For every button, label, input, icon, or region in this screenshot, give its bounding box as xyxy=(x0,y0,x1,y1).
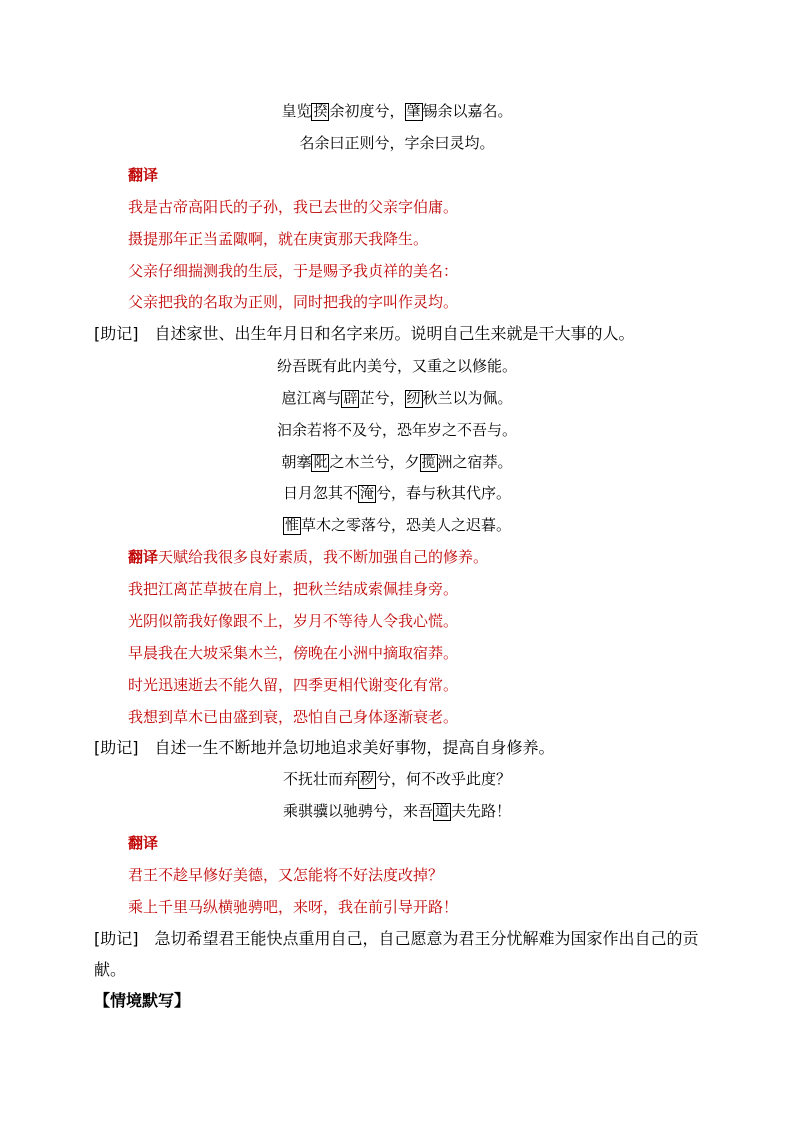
boxed-char: 揆 xyxy=(313,104,328,120)
mnemonic-note-continued: 献。 xyxy=(94,960,127,979)
mnemonic-note: [助记] 自述一生不断地并急切地追求美好事物，提高自身修养。 xyxy=(94,738,555,757)
boxed-char: 淹 xyxy=(360,486,374,502)
mnemonic-tag: [助记] xyxy=(94,324,139,343)
boxed-char: 秽 xyxy=(360,772,374,788)
translation-label: 翻译 xyxy=(128,166,159,184)
mnemonic-tag: [助记] xyxy=(94,738,139,757)
boxed-char: 道 xyxy=(435,804,449,820)
poem-line: 朝搴 阰 之木兰兮，夕 揽 洲之宿莽。 xyxy=(281,453,513,471)
translation-line: 我是古帝高阳氏的子孙，我已去世的父亲字伯庸。 xyxy=(128,198,459,216)
translation-line: 乘上千里马纵横驰骋吧，来呀，我在前引导开路！ xyxy=(128,898,459,916)
mnemonic-note: [助记] 急切希望君王能快点重用自己，自己愿意为君王分忧解难为国家作出自己的贡 xyxy=(94,929,699,948)
translation-line: 父亲把我的名取为正则，同时把我的字叫作灵均。 xyxy=(128,293,459,311)
boxed-char: 纫 xyxy=(406,391,421,407)
section-heading: 【情境默写】 xyxy=(94,991,191,1010)
boxed-char: 阰 xyxy=(313,455,328,471)
poem-line: 扈江离与 辟 芷兮， 纫 秋兰以为佩。 xyxy=(281,389,513,407)
poem-line: 乘骐骥以驰骋兮，来吾 道 夫先路！ xyxy=(282,802,512,820)
translation-line: 我把江离芷草披在肩上，把秋兰结成索佩挂身旁。 xyxy=(128,580,459,598)
mnemonic-tag: [助记] xyxy=(94,929,139,948)
poem-line: 名余曰正则兮，字余曰灵均。 xyxy=(299,134,495,152)
translation-line: 光阴似箭我好像跟不上，岁月不等待人令我心慌。 xyxy=(128,612,459,630)
translation-label: 翻译 xyxy=(128,834,159,852)
mnemonic-note: [助记] 自述家世、出生年月日和名字来历。说明自己生来就是干大事的人。 xyxy=(94,324,635,343)
poem-line: 汩余若将不及兮，恐年岁之不吾与。 xyxy=(276,421,517,439)
boxed-char: 惟 xyxy=(284,518,299,534)
translation-line: 我想到草木已由盛到衰，恐怕自己身体逐渐衰老。 xyxy=(128,708,459,726)
translation-line: 翻译天赋给我很多良好素质，我不断加强自己的修养。 xyxy=(128,548,489,566)
poem-line: 纷吾既有此内美兮，又重之以修能。 xyxy=(276,357,517,375)
boxed-char: 肇 xyxy=(406,104,421,120)
translation-label: 翻译 xyxy=(128,548,159,566)
translation-line: 父亲仔细揣测我的生辰，于是赐予我贞祥的美名： xyxy=(128,262,459,280)
translation-line: 摄提那年正当孟陬啊，就在庚寅那天我降生。 xyxy=(128,230,429,248)
translation-line: 时光迅速逝去不能久留，四季更相代谢变化有常。 xyxy=(128,676,459,694)
poem-line: 日月忽其不 淹 兮，春与秋其代序。 xyxy=(282,484,512,502)
translation-line: 君王不趁早修好美德，又怎能将不好法度改掉？ xyxy=(128,866,444,884)
poem-line: 惟 草木之零落兮，恐美人之迟暮。 xyxy=(284,516,511,534)
poem-line: 皇览 揆 余初度兮， 肇 锡余以嘉名。 xyxy=(281,102,513,120)
translation-line: 早晨我在大坡采集木兰，傍晚在小洲中摘取宿莽。 xyxy=(128,644,459,662)
boxed-char: 辟 xyxy=(343,391,358,407)
boxed-char: 揽 xyxy=(421,455,436,471)
poem-line: 不抚壮而弃 秽 兮，何不改乎此度？ xyxy=(282,770,512,788)
